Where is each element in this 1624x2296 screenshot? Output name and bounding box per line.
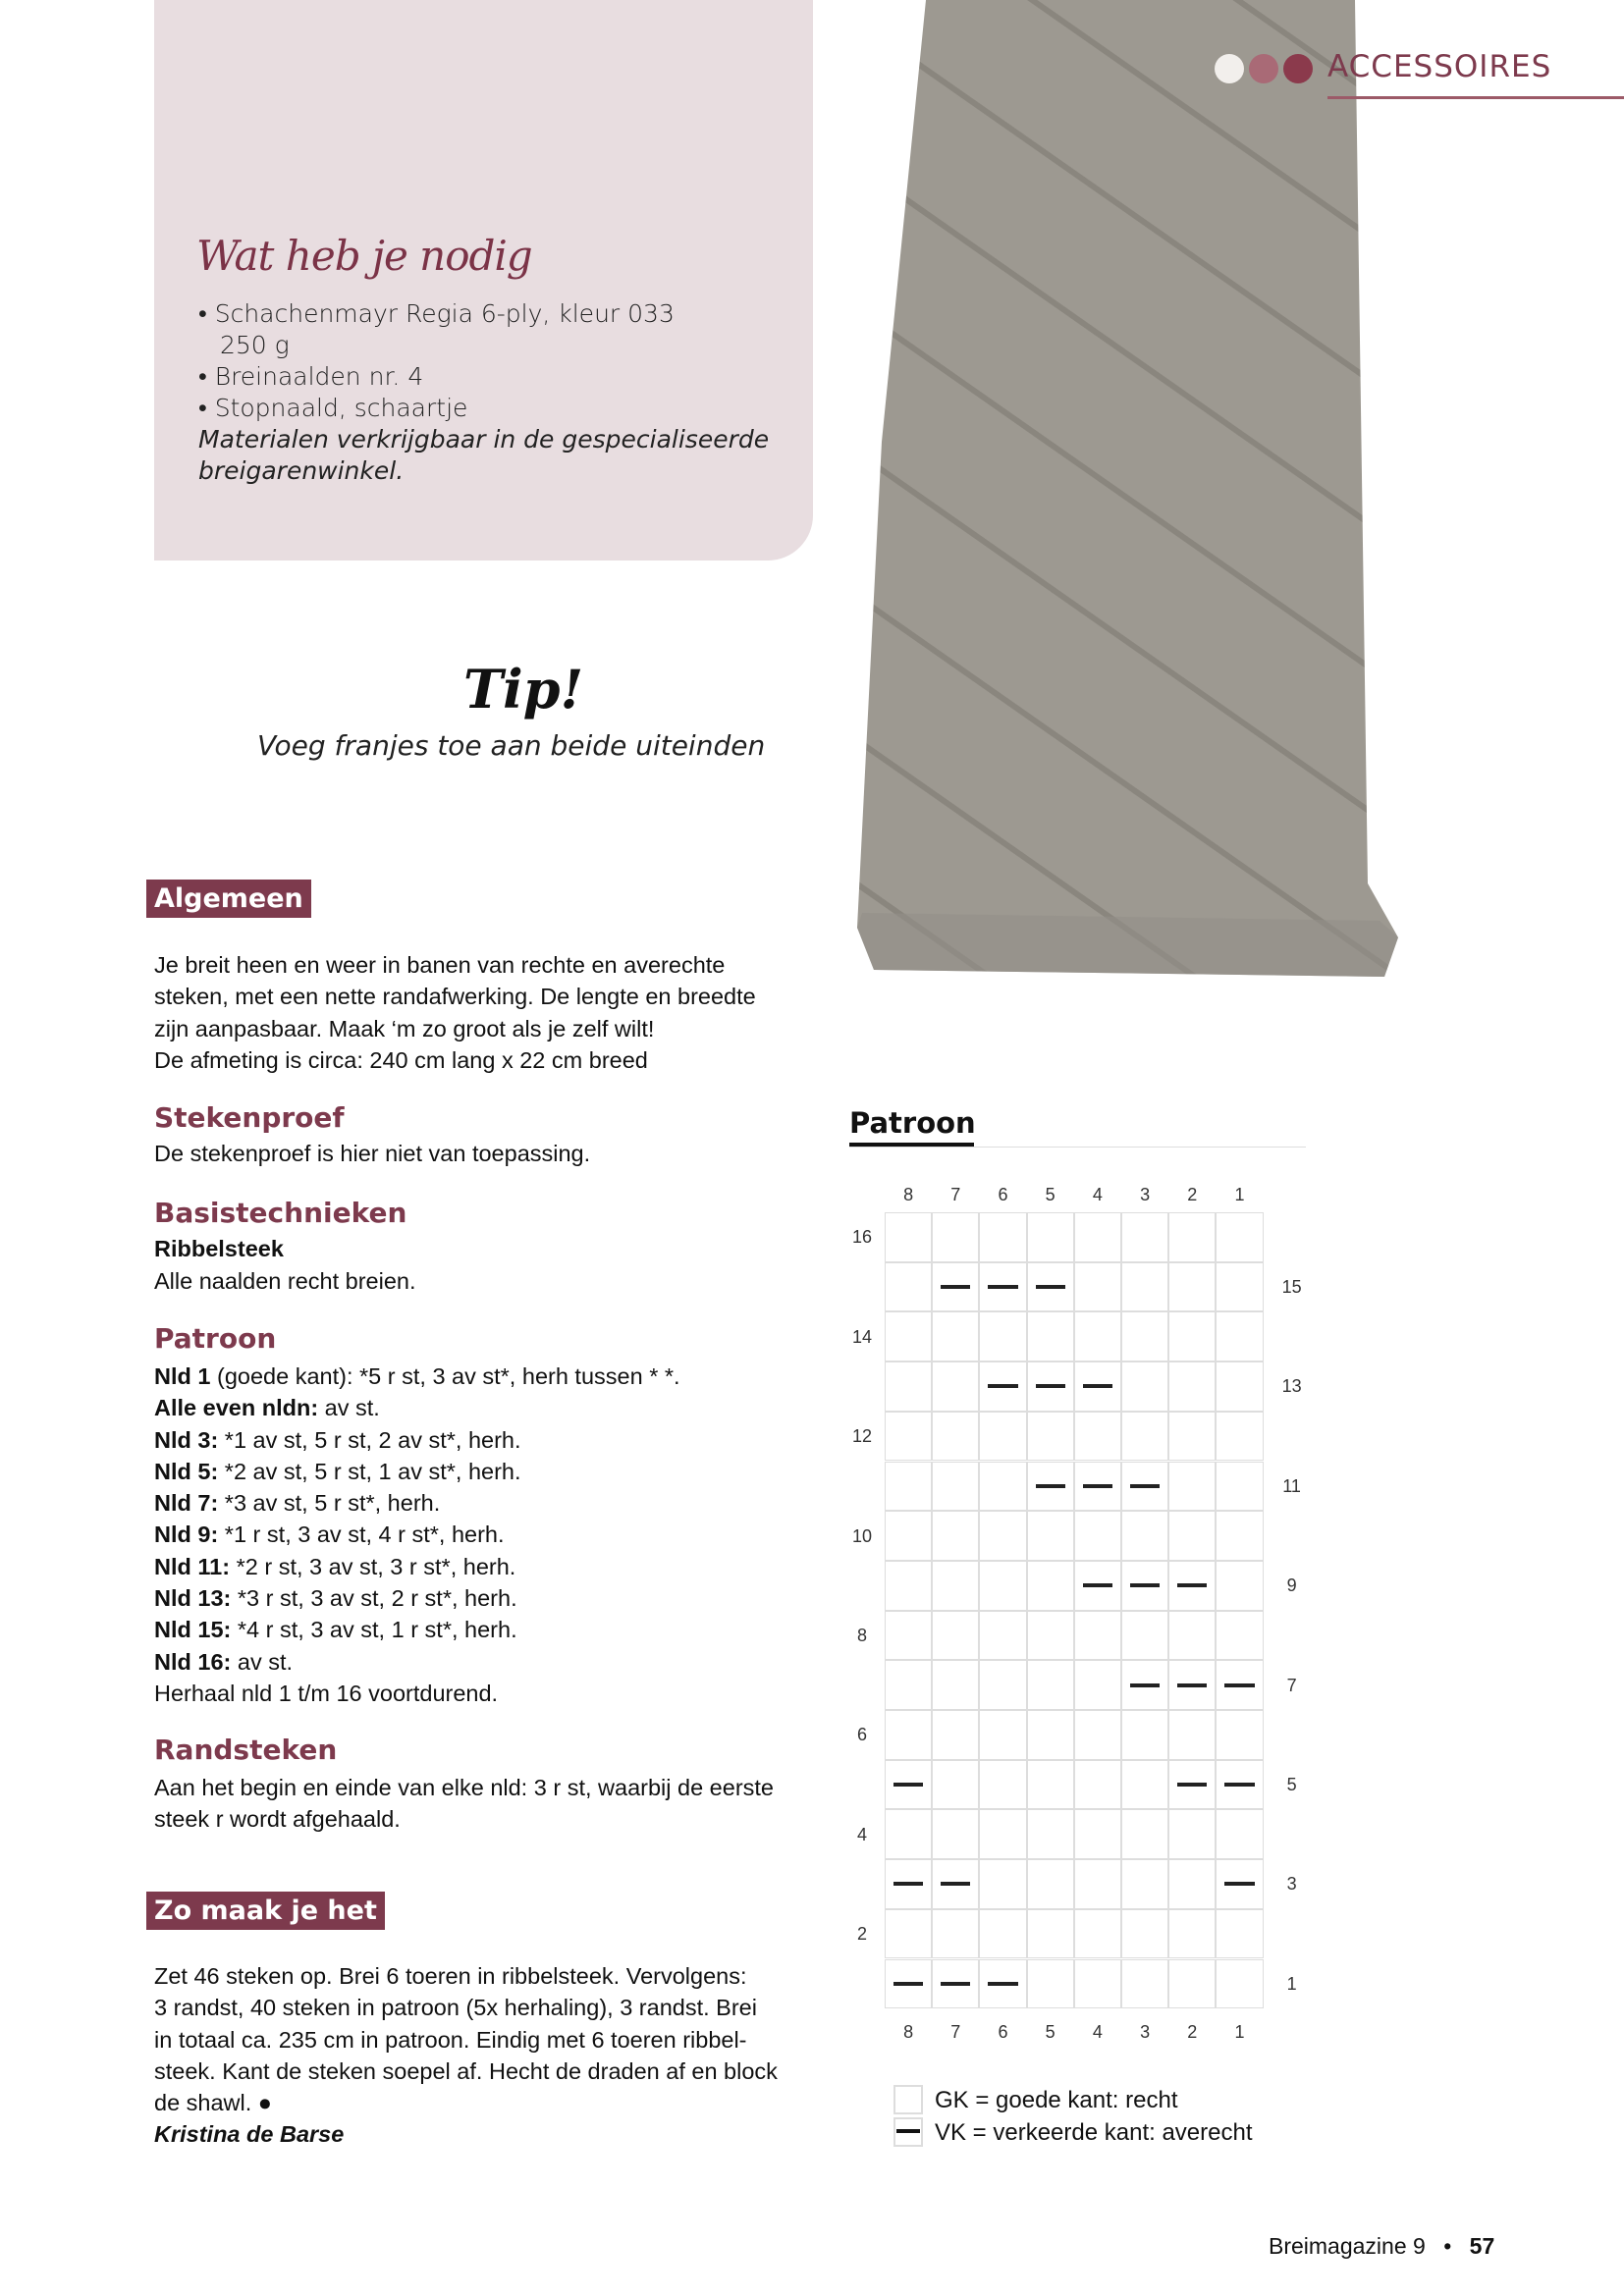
purl-mark — [1083, 1583, 1112, 1587]
column-label-top: 3 — [1140, 1185, 1151, 1204]
pattern-row-text: *4 r st, 3 av st, 1 r st*, herh. — [231, 1617, 517, 1643]
text-line: Je breit heen en weer in banen van rechte en averechte — [154, 952, 726, 978]
chart-cell — [1168, 1511, 1216, 1561]
purl-mark — [988, 1982, 1017, 1986]
row-label: 12 — [851, 1426, 873, 1447]
purl-mark — [893, 1982, 923, 1986]
chart-cell — [1074, 1760, 1121, 1810]
pattern-row — [154, 1456, 680, 1487]
row-label: 13 — [1281, 1376, 1302, 1397]
text-line: de shawl. ● — [154, 2090, 273, 2116]
chart-cell — [1216, 1362, 1263, 1412]
chart-cell — [932, 1311, 979, 1362]
chart-cell — [1168, 1311, 1216, 1362]
chart-cell — [885, 1262, 932, 1312]
chart-cell — [1027, 1212, 1074, 1262]
tip-text: Voeg franjes toe aan beide uiteinden — [257, 729, 766, 762]
scarf-photo — [844, 0, 1414, 982]
chart-cell — [885, 1611, 932, 1661]
page-footer — [1269, 2233, 1494, 2260]
footer-bullet: • — [1443, 2233, 1452, 2259]
chart-cell — [932, 1511, 979, 1561]
materials-title: Wat heb je nodig — [196, 232, 532, 280]
chart-cell — [1027, 1412, 1074, 1462]
text-line: in totaal ca. 235 cm in patroon. Eindig met 6 toeren ribbel- — [154, 2026, 747, 2053]
row-label: 5 — [1286, 1775, 1297, 1795]
chart-cell — [1074, 1909, 1121, 1959]
material-item: • Schachenmayr Regia 6-ply, kleur 033 — [198, 299, 675, 328]
materials-list — [198, 298, 769, 487]
row-label: 15 — [1281, 1277, 1302, 1298]
author: Kristina de Barse — [154, 2121, 345, 2148]
materials-note: breigarenwinkel. — [198, 456, 405, 485]
pattern-row-label: Alle even nldn: — [154, 1395, 319, 1421]
column-label-top: 7 — [950, 1185, 961, 1204]
purl-mark — [1177, 1683, 1207, 1687]
purl-mark — [1130, 1484, 1160, 1488]
chart-cell — [1121, 1611, 1168, 1661]
chart-cell — [1168, 1412, 1216, 1462]
pattern-row — [154, 1582, 680, 1614]
chart-cell — [1121, 1412, 1168, 1462]
chart-cell — [885, 1710, 932, 1760]
row-label: 11 — [1282, 1475, 1301, 1496]
column-label-top: 6 — [998, 1185, 1008, 1204]
chart-cell — [1121, 1809, 1168, 1859]
chart-cell — [1121, 1511, 1168, 1561]
purl-mark — [941, 1982, 970, 1986]
pattern-row-label: Nld 5: — [154, 1458, 219, 1484]
legend-purl-swatch — [893, 2117, 923, 2147]
chart-cell — [1027, 1511, 1074, 1561]
purl-mark — [1036, 1484, 1065, 1488]
chart-cell — [932, 1660, 979, 1710]
pattern-row — [154, 1424, 680, 1456]
chart-cell — [1216, 1511, 1263, 1561]
row-label: 7 — [1286, 1675, 1297, 1695]
column-label-bottom: 3 — [1140, 2022, 1151, 2043]
pattern-row-text: *3 av st, 5 r st*, herh. — [218, 1490, 441, 1517]
chart-cell — [885, 1462, 932, 1512]
chart-title: Patroon — [849, 1106, 976, 1140]
column-label-top: 1 — [1234, 1185, 1245, 1204]
chart-cell — [1168, 1462, 1216, 1512]
pattern-row — [154, 1361, 680, 1392]
chart-cell — [1121, 1959, 1168, 2009]
chart-cell — [932, 1412, 979, 1462]
row-label: 2 — [856, 1924, 867, 1945]
pattern-row-label: Nld 15: — [154, 1617, 232, 1643]
chart-cell — [1216, 1311, 1263, 1362]
pattern-row-text: *1 av st, 5 r st, 2 av st*, herh. — [218, 1426, 521, 1453]
chart-cell — [885, 1561, 932, 1611]
column-label-bottom: 1 — [1234, 2022, 1245, 2043]
row-label: 8 — [856, 1625, 867, 1645]
chart-cell — [1074, 1710, 1121, 1760]
purl-mark — [1036, 1285, 1065, 1289]
text-line: Aan het begin en einde van elke nld: 3 r st, waarbij de eerste — [154, 1775, 774, 1800]
randsteken-heading: Randsteken — [154, 1734, 338, 1766]
pattern-row-label: Nld 16: — [154, 1648, 232, 1675]
page-number: 57 — [1469, 2233, 1495, 2259]
chart-cell — [1168, 1262, 1216, 1312]
row-label: 10 — [851, 1525, 873, 1546]
basistechnieken-heading: Basistechnieken — [154, 1197, 407, 1229]
pattern-row-text: *2 r st, 3 av st, 3 r st*, herh. — [230, 1553, 516, 1579]
chart-cell — [1121, 1311, 1168, 1362]
chart-cell — [979, 1412, 1026, 1462]
chart-cell — [932, 1909, 979, 1959]
chart-cell — [932, 1611, 979, 1661]
chart-cell — [1121, 1710, 1168, 1760]
material-item: • Stopnaald, schaartje — [198, 394, 468, 422]
text-line: steek r wordt afgehaald. — [154, 1806, 401, 1833]
pattern-row — [154, 1392, 680, 1423]
pattern-row — [154, 1646, 680, 1678]
chart-cell — [1121, 1362, 1168, 1412]
chart-cell — [979, 1561, 1026, 1611]
chart-cell — [1027, 1909, 1074, 1959]
row-label: 4 — [856, 1824, 867, 1844]
chart-cell — [1216, 1262, 1263, 1312]
purl-mark — [1224, 1783, 1254, 1787]
row-label: 14 — [851, 1326, 873, 1347]
chart-cell — [1216, 1212, 1263, 1262]
chart-cell — [1074, 1311, 1121, 1362]
chart-cell — [979, 1611, 1026, 1661]
row-label: 9 — [1286, 1575, 1297, 1596]
purl-mark — [1177, 1583, 1207, 1587]
text-line: De afmeting is circa: 240 cm lang x 22 cm breed — [154, 1046, 648, 1073]
legend-knit: GK = goede kant: recht — [935, 2087, 1178, 2113]
chart-cell — [1121, 1859, 1168, 1909]
column-label-top: 8 — [903, 1185, 914, 1204]
chart-cell — [1027, 1809, 1074, 1859]
chart-cell — [1168, 1809, 1216, 1859]
chart-cell — [1074, 1212, 1121, 1262]
chart-cell — [1074, 1412, 1121, 1462]
chart-cell — [1216, 1959, 1263, 2009]
pattern-row — [154, 1487, 680, 1519]
chart-cell — [979, 1311, 1026, 1362]
chart-cell — [1168, 1212, 1216, 1262]
text-line: steek. Kant de steken soepel af. Hecht de draden af en block — [154, 2057, 778, 2084]
chart-cell — [932, 1362, 979, 1412]
pattern-row-text: av st. — [318, 1395, 380, 1421]
pattern-row — [154, 1551, 680, 1582]
purl-mark — [1036, 1384, 1065, 1388]
pattern-row-label: Nld 9: — [154, 1522, 219, 1548]
yarn-balls-icon — [1215, 54, 1318, 83]
section-header: ACCESSOIRES — [1327, 49, 1552, 84]
chart-cell — [1216, 1412, 1263, 1462]
chart-cell — [885, 1511, 932, 1561]
chart-cell — [1027, 1311, 1074, 1362]
algemeen-badge: Algemeen — [146, 880, 311, 918]
chart-cell — [1121, 1760, 1168, 1810]
chart-cell — [1074, 1611, 1121, 1661]
chart-cell — [932, 1212, 979, 1262]
magazine-name: Breimagazine 9 — [1269, 2233, 1426, 2259]
stekenproef-text: De stekenproef is hier niet van toepassing. — [154, 1141, 591, 1166]
purl-mark — [893, 1882, 923, 1886]
column-label-top: 5 — [1045, 1185, 1056, 1204]
pattern-row-text: *3 r st, 3 av st, 2 r st*, herh. — [231, 1585, 517, 1612]
pattern-row-text: av st. — [231, 1648, 294, 1675]
materials-note: Materialen verkrijgbaar in de gespecialiseerde — [198, 425, 770, 454]
zomaak-text — [154, 1960, 778, 2151]
chart-cell — [979, 1660, 1026, 1710]
stekenproef-heading: Stekenproef — [154, 1101, 345, 1134]
chart-cell — [1168, 1959, 1216, 2009]
purl-mark — [1083, 1484, 1112, 1488]
chart-cell — [932, 1561, 979, 1611]
pattern-row-text: Herhaal nld 1 t/m 16 voortdurend. — [154, 1680, 499, 1706]
column-label-bottom: 5 — [1045, 2022, 1056, 2043]
tip-title: Tip! — [463, 658, 584, 721]
chart-cell — [1216, 1611, 1263, 1661]
chart-cell — [1216, 1561, 1263, 1611]
chart-cell — [1027, 1859, 1074, 1909]
chart-cell — [1027, 1561, 1074, 1611]
text-line: zijn aanpasbaar. Maak ‘m zo groot als je zelf wilt! — [154, 1015, 655, 1041]
pattern-row-label: Nld 3: — [154, 1426, 219, 1453]
pattern-row — [154, 1614, 680, 1645]
column-label-bottom: 2 — [1187, 2022, 1198, 2043]
column-label-top: 2 — [1187, 1185, 1198, 1204]
column-label-bottom: 4 — [1092, 2022, 1103, 2043]
chart-cell — [1216, 1809, 1263, 1859]
pattern-row — [154, 1678, 680, 1709]
ribbelsteek-label: Ribbelsteek — [154, 1236, 284, 1261]
text-line: 3 randst, 40 steken in patroon (5x herhaling), 3 randst. Brei — [154, 1995, 757, 2021]
pattern-row-label: Nld 11: — [154, 1553, 231, 1579]
chart-cell — [1168, 1909, 1216, 1959]
chart-cell — [1074, 1511, 1121, 1561]
chart-cell — [932, 1710, 979, 1760]
patroon-instructions — [154, 1361, 680, 1709]
algemeen-text — [154, 949, 756, 1076]
chart-cell — [1121, 1909, 1168, 1959]
chart-cell — [932, 1462, 979, 1512]
purl-mark — [988, 1384, 1017, 1388]
pattern-row-label: Nld 1 — [154, 1363, 211, 1389]
chart-cell — [932, 1760, 979, 1810]
chart-cell — [979, 1710, 1026, 1760]
row-label: 1 — [1286, 1973, 1297, 1994]
chart-cell — [1074, 1809, 1121, 1859]
text-line: Zet 46 steken op. Brei 6 toeren in ribbelsteek. Vervolgens: — [154, 1963, 747, 1989]
chart-rule — [849, 1147, 1306, 1148]
chart-cell — [885, 1412, 932, 1462]
chart-cell — [979, 1909, 1026, 1959]
purl-mark — [941, 1285, 970, 1289]
chart-cell — [1168, 1859, 1216, 1909]
chart-cell — [932, 1809, 979, 1859]
pattern-row — [154, 1519, 680, 1550]
chart-cell — [1074, 1660, 1121, 1710]
material-item: 250 g — [220, 331, 290, 359]
chart-cell — [1168, 1611, 1216, 1661]
purl-mark — [893, 1783, 923, 1787]
chart-cell — [885, 1311, 932, 1362]
column-label-bottom: 8 — [903, 2022, 914, 2043]
text-line: steken, met een nette randafwerking. De lengte en breedte — [154, 984, 756, 1010]
pattern-row-text: *1 r st, 3 av st, 4 r st*, herh. — [218, 1522, 505, 1548]
chart-cell — [1121, 1212, 1168, 1262]
chart-cell — [1216, 1462, 1263, 1512]
chart-cell — [1027, 1710, 1074, 1760]
chart-cell — [979, 1462, 1026, 1512]
chart-cell — [979, 1511, 1026, 1561]
chart-cell — [1168, 1362, 1216, 1412]
column-label-top: 4 — [1092, 1185, 1103, 1204]
chart-cell — [1074, 1959, 1121, 2009]
chart-cell — [1168, 1710, 1216, 1760]
chart-cell — [1027, 1760, 1074, 1810]
chart-cell — [979, 1760, 1026, 1810]
chart-cell — [979, 1859, 1026, 1909]
chart-cell — [885, 1660, 932, 1710]
legend-knit-swatch — [893, 2085, 923, 2114]
patroon-heading: Patroon — [154, 1322, 277, 1355]
purl-mark — [988, 1285, 1017, 1289]
header-rule — [1327, 96, 1624, 99]
pattern-row-text: (goede kant): *5 r st, 3 av st*, herh tussen * *. — [210, 1363, 680, 1389]
chart-cell — [1027, 1660, 1074, 1710]
purl-mark — [1083, 1384, 1112, 1388]
chart-cell — [979, 1212, 1026, 1262]
purl-mark — [1130, 1583, 1160, 1587]
chart-cell — [1216, 1710, 1263, 1760]
row-label: 6 — [856, 1725, 867, 1745]
column-label-bottom: 6 — [998, 2022, 1008, 2043]
chart-cell — [1216, 1909, 1263, 1959]
chart-cell — [979, 1809, 1026, 1859]
ribbelsteek-text: Alle naalden recht breien. — [154, 1268, 416, 1294]
purl-mark — [1177, 1783, 1207, 1787]
column-label-bottom: 7 — [950, 2022, 961, 2043]
purl-mark — [941, 1882, 970, 1886]
purl-mark — [1130, 1683, 1160, 1687]
chart-cell — [1027, 1611, 1074, 1661]
row-label: 16 — [851, 1227, 873, 1248]
chart-cell — [1027, 1959, 1074, 2009]
chart-cell — [1121, 1262, 1168, 1312]
purl-mark — [1224, 1683, 1254, 1687]
chart-cell — [1074, 1859, 1121, 1909]
pattern-row-label: Nld 13: — [154, 1585, 232, 1612]
row-label: 3 — [1286, 1874, 1297, 1895]
zomaak-badge: Zo maak je het — [146, 1892, 385, 1930]
chart-cell — [885, 1362, 932, 1412]
chart-cell — [885, 1909, 932, 1959]
material-item: • Breinaalden nr. 4 — [198, 362, 424, 391]
legend-purl: VK = verkeerde kant: averecht — [935, 2119, 1253, 2146]
pattern-row-label: Nld 7: — [154, 1490, 219, 1517]
purl-mark — [1224, 1882, 1254, 1886]
pattern-row-text: *2 av st, 5 r st, 1 av st*, herh. — [218, 1458, 521, 1484]
chart-cell — [885, 1809, 932, 1859]
randsteken-text — [154, 1772, 774, 1836]
chart-cell — [885, 1212, 932, 1262]
chart-cell — [1074, 1262, 1121, 1312]
